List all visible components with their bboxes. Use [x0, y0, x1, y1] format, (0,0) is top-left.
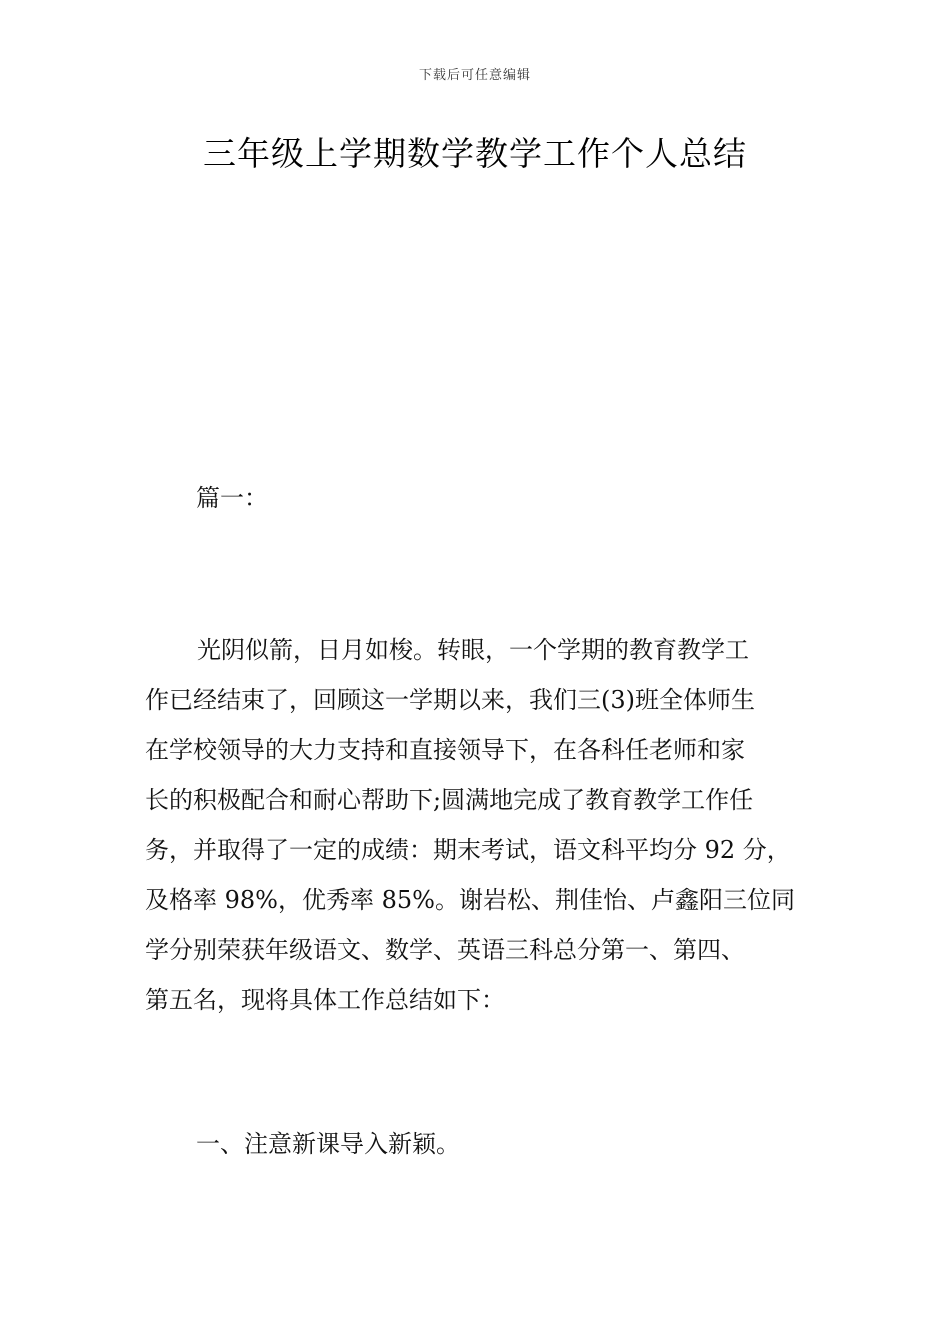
paragraph-line: 务，并取得了一定的成绩：期末考试，语文科平均分 92 分， — [145, 836, 791, 864]
body-paragraph — [145, 625, 835, 1025]
paragraph-line: 第五名，现将具体工作总结如下： — [145, 986, 505, 1014]
paragraph-line: 在学校领导的大力支持和直接领导下，在各科任老师和家 — [145, 736, 745, 764]
paragraph-line: 长的积极配合和耐心帮助下;圆满地完成了教育教学工作任 — [145, 786, 754, 814]
section-label: 篇一： — [196, 484, 268, 512]
paragraph-line: 学分别荣获年级语文、数学、英语三科总分第一、第四、 — [145, 936, 745, 964]
subheading: 一、注意新课导入新颖。 — [196, 1130, 460, 1158]
paragraph-line: 作已经结束了，回顾这一学期以来，我们三(3)班全体师生 — [145, 686, 755, 714]
paragraph-line: 光阴似箭，日月如梭。转眼，一个学期的教育教学工 — [197, 636, 749, 664]
header-note: 下载后可任意编辑 — [418, 68, 531, 83]
document-title: 三年级上学期数学教学工作个人总结 — [203, 134, 747, 173]
paragraph-line: 及格率 98%，优秀率 85%。谢岩松、荆佳怡、卢鑫阳三位同 — [145, 886, 795, 914]
